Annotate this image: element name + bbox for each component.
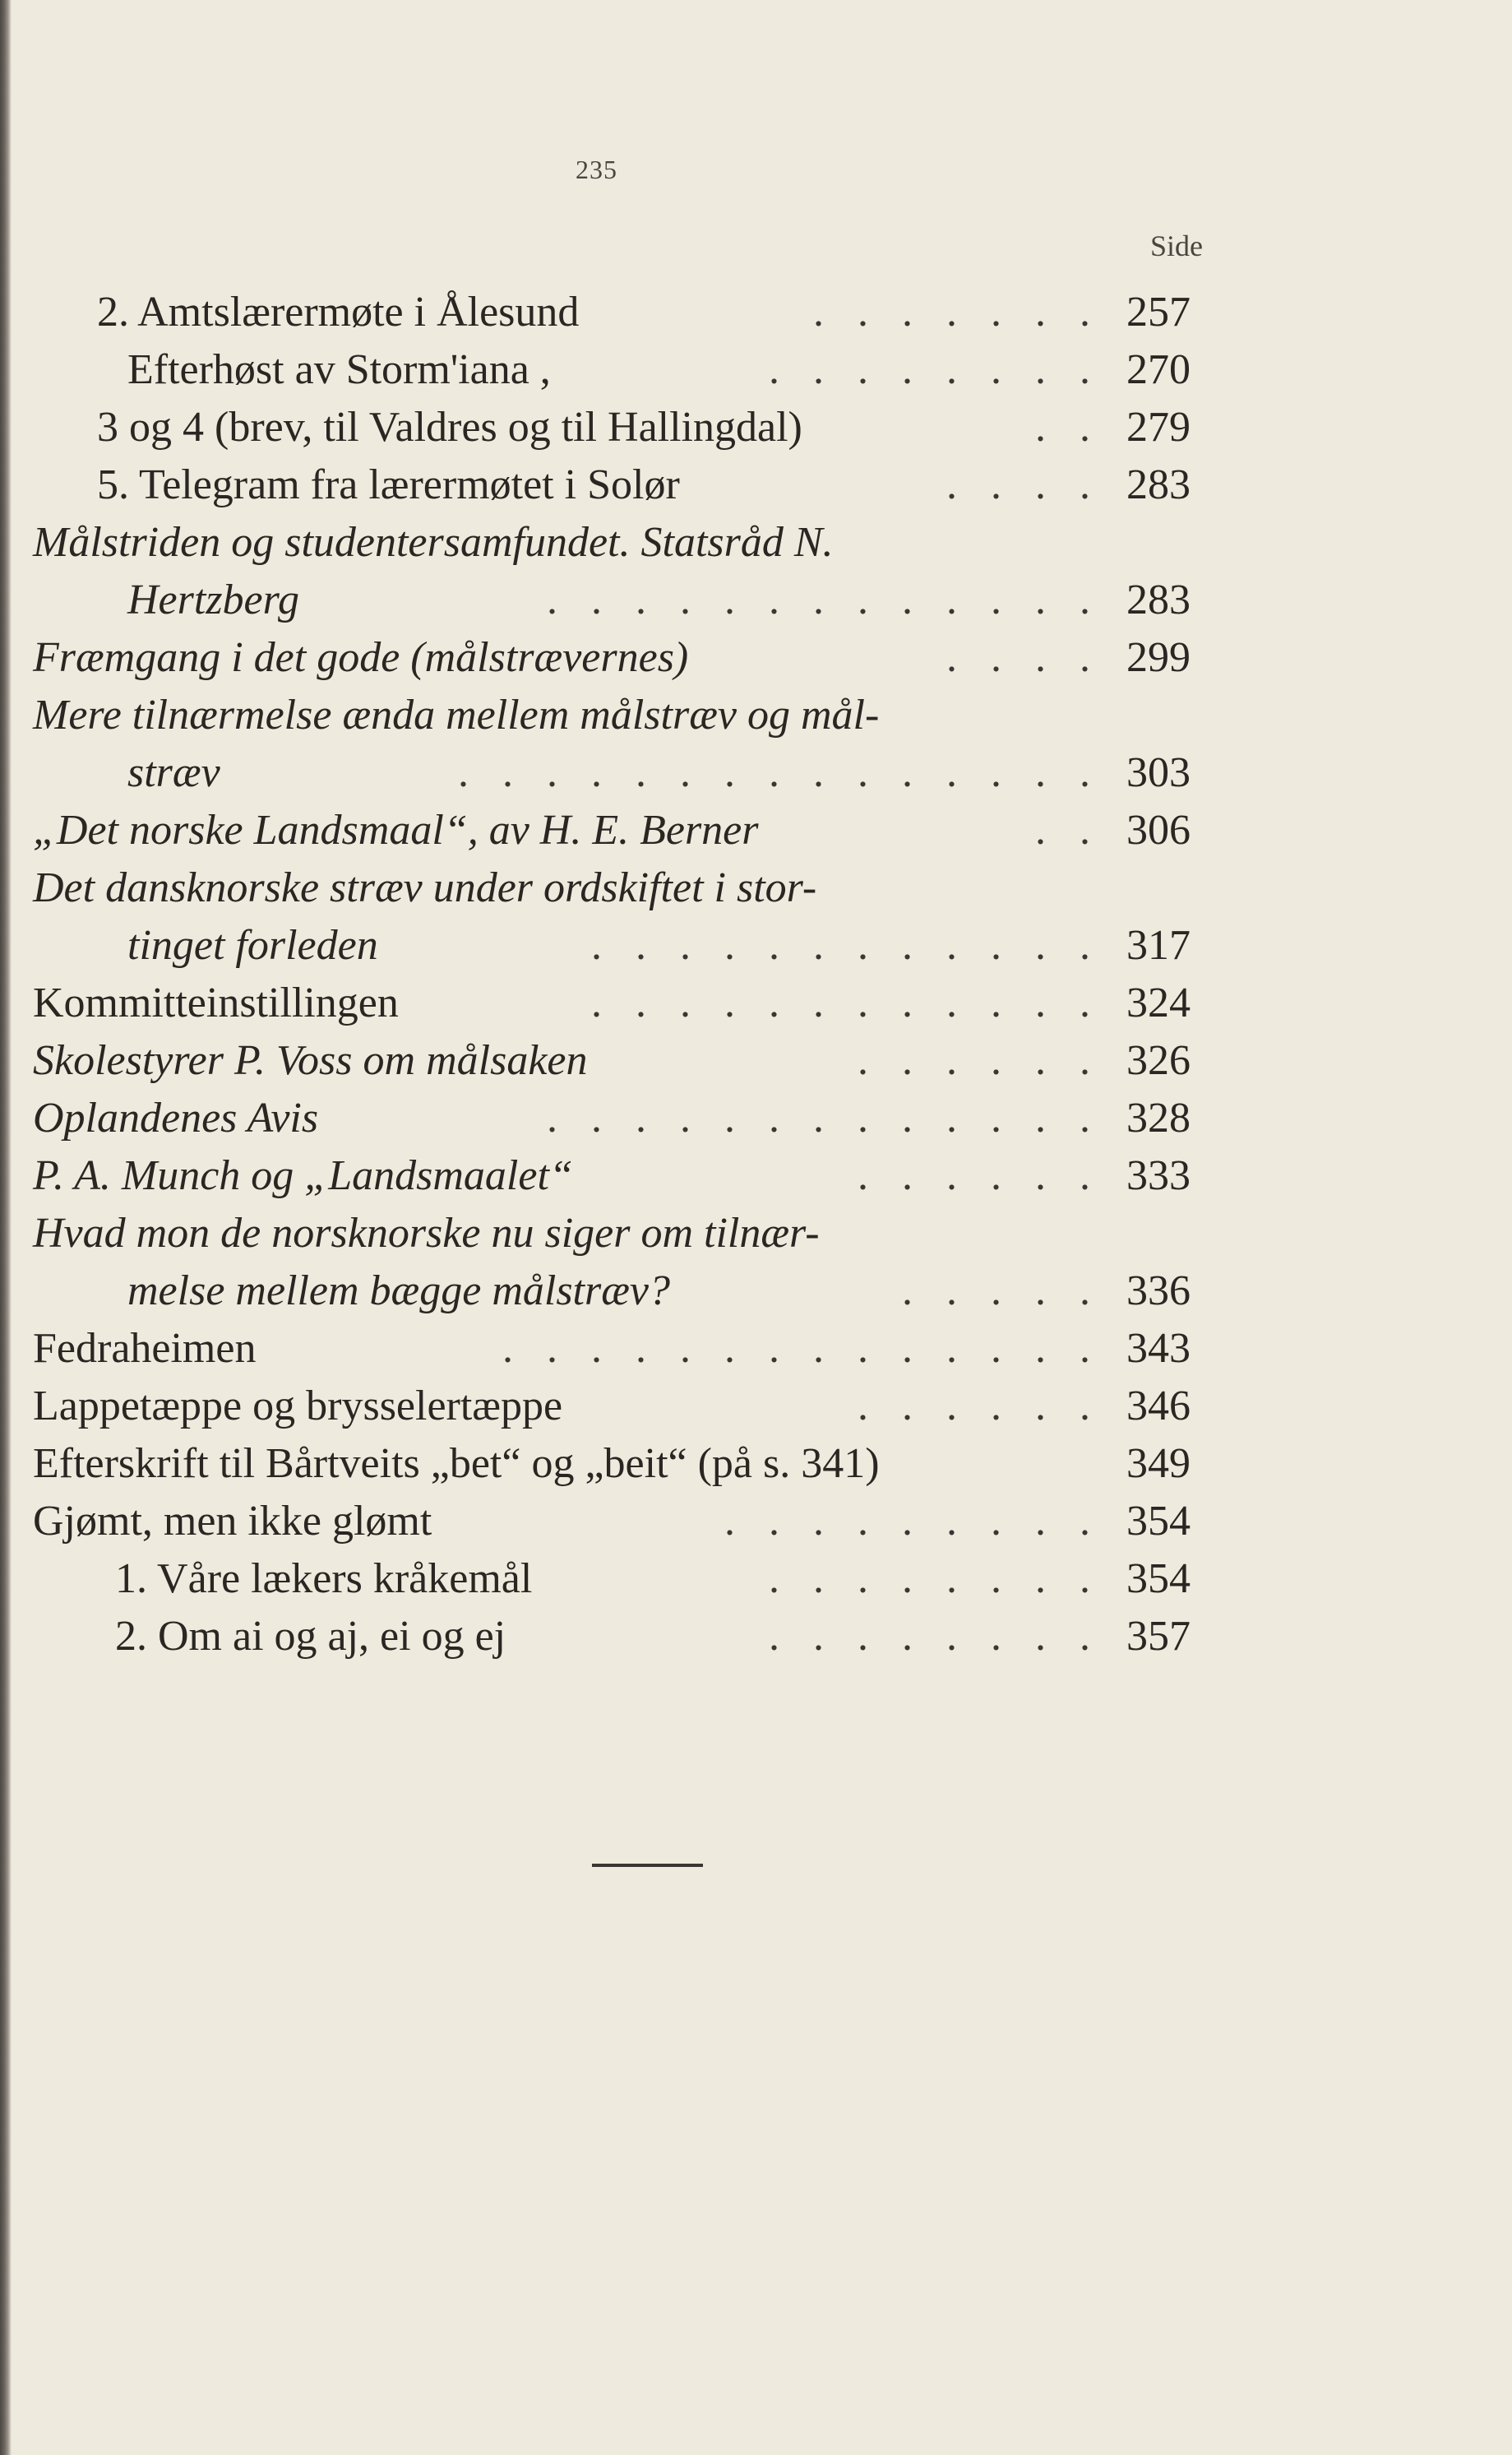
toc-entry-title: P. A. Munch og „Landsmaalet“	[33, 1152, 573, 1199]
toc-entry-page: 333	[1126, 1152, 1191, 1199]
toc-entry	[33, 399, 1225, 456]
toc-entry-title: Fræmgang i det gode (målstrævernes)	[33, 634, 689, 681]
toc-entry-leaders: . . . . . . . .	[769, 1555, 1102, 1602]
toc-entry	[33, 859, 1225, 917]
toc-entry	[33, 744, 1225, 802]
toc-entry-page: 283	[1126, 577, 1191, 623]
toc-entry-page: 299	[1126, 634, 1191, 681]
toc-entry	[33, 572, 1225, 629]
toc-entry-leaders: . . . . .	[902, 1267, 1102, 1314]
toc-entry-title: 2. Amtslærermøte i Ålesund	[97, 289, 580, 336]
toc-entry-title: tinget forleden	[127, 922, 378, 969]
toc-entry-leaders: . . . . . . . .	[769, 1613, 1102, 1660]
toc-entry-title: 5. Telegram fra lærermøtet i Solør	[97, 461, 680, 508]
toc-entry	[33, 1608, 1225, 1665]
toc-entry-leaders: . . . . . . . . . . . . .	[547, 577, 1102, 623]
toc-entry-page: 270	[1126, 346, 1191, 393]
toc-entry-leaders: . . . . . . . . . . . . . . .	[458, 749, 1102, 796]
toc-entry-leaders: . . . . . . . . . . . .	[591, 980, 1102, 1026]
toc-entry-page: 346	[1126, 1383, 1191, 1429]
toc-entry-page: 336	[1126, 1267, 1191, 1314]
toc-entry-page: 283	[1126, 461, 1191, 508]
toc-entry-leaders: . . . . . .	[858, 1152, 1102, 1199]
toc-entry-page: 357	[1126, 1613, 1191, 1660]
toc-entry-title: 2. Om ai og aj, ei og ej	[115, 1613, 506, 1660]
toc-entry-leaders: . . . . . . . . . . . . . .	[502, 1325, 1102, 1372]
toc-entry	[33, 1550, 1225, 1608]
toc-entry-title: 1. Våre lækers kråkemål	[115, 1555, 533, 1602]
table-of-contents	[33, 284, 1225, 1665]
toc-entry-page: 349	[1126, 1440, 1191, 1487]
toc-entry	[33, 917, 1225, 975]
toc-entry-page: 343	[1126, 1325, 1191, 1372]
toc-entry-leaders: . . . . . . . . . . . . .	[547, 1095, 1102, 1142]
toc-entry	[33, 1262, 1225, 1320]
section-divider-rule	[592, 1864, 703, 1867]
toc-entry-leaders: . . . . . . . . . . . .	[591, 922, 1102, 969]
toc-entry-title: Fedraheimen	[33, 1325, 257, 1372]
toc-entry	[33, 1205, 1225, 1262]
toc-entry-leaders: . . . . . .	[858, 1383, 1102, 1429]
page-column-label: Side	[1149, 229, 1203, 262]
toc-entry-page: 279	[1126, 404, 1191, 451]
toc-entry	[33, 975, 1225, 1032]
toc-entry-page: 328	[1126, 1095, 1191, 1142]
toc-entry-page: 317	[1126, 922, 1191, 969]
toc-entry	[33, 1493, 1225, 1550]
toc-entry-leaders: . . . .	[946, 461, 1102, 508]
page-binding-edge	[0, 0, 12, 2455]
toc-entry-page: 303	[1126, 749, 1191, 796]
toc-entry	[33, 1378, 1225, 1435]
toc-entry-title: Kommitteinstillingen	[33, 980, 399, 1026]
toc-entry-page: 257	[1126, 289, 1191, 336]
toc-entry-title: Oplandenes Avis	[33, 1095, 319, 1142]
toc-entry-title: 3 og 4 (brev, til Valdres og til Hallingdal)	[97, 404, 802, 451]
toc-entry	[33, 687, 1225, 744]
toc-entry-page: 354	[1126, 1555, 1191, 1602]
toc-entry-page: 324	[1126, 980, 1191, 1026]
toc-entry	[33, 284, 1225, 341]
toc-entry-page: 306	[1126, 807, 1191, 854]
toc-entry-leaders: . . . .	[946, 634, 1102, 681]
toc-entry-title: Skolestyrer P. Voss om målsaken	[33, 1037, 588, 1084]
toc-entry-leaders: . . . . . .	[858, 1037, 1102, 1084]
toc-entry	[33, 1147, 1225, 1205]
toc-entry	[33, 1090, 1225, 1147]
page-number: 235	[576, 155, 617, 184]
toc-entry	[33, 802, 1225, 859]
toc-entry-title: Målstriden og studentersamfundet. Statsråd N.	[33, 519, 834, 566]
toc-entry-title: melse mellem bægge målstræv?	[127, 1267, 671, 1314]
toc-entry	[33, 514, 1225, 572]
toc-entry-leaders: . . . . . . .	[813, 289, 1102, 336]
toc-entry-leaders: . .	[1035, 404, 1102, 451]
toc-entry	[33, 1032, 1225, 1090]
toc-entry	[33, 1435, 1225, 1493]
toc-entry-title: Gjømt, men ikke glømt	[33, 1498, 432, 1545]
toc-entry-page: 326	[1126, 1037, 1191, 1084]
toc-entry-title: Efterhøst av Storm'iana ,	[127, 346, 551, 393]
toc-entry-leaders: . .	[1035, 807, 1102, 854]
toc-entry-title: Lappetæppe og brysselertæppe	[33, 1383, 563, 1429]
toc-entry	[33, 456, 1225, 514]
toc-entry-title: Hertzberg	[127, 577, 299, 623]
toc-entry-title: Mere tilnærmelse ænda mellem målstræv og mål-	[33, 692, 880, 739]
toc-entry	[33, 629, 1225, 687]
toc-entry-title: stræv	[127, 749, 220, 796]
toc-entry-title: „Det norske Landsmaal“, av H. E. Berner	[33, 807, 759, 854]
toc-entry-leaders: . . . . . . . . .	[724, 1498, 1102, 1545]
toc-entry-page: 354	[1126, 1498, 1191, 1545]
toc-entry	[33, 341, 1225, 399]
toc-entry	[33, 1320, 1225, 1378]
toc-entry-title: Det dansknorske stræv under ordskiftet i stor-	[33, 864, 817, 911]
toc-entry-title: Efterskrift til Bårtveits „bet“ og „beit“ (på s. 341)	[33, 1440, 880, 1487]
toc-entry-leaders: . . . . . . . .	[769, 346, 1102, 393]
toc-entry-title: Hvad mon de norsknorske nu siger om tilnær-	[33, 1210, 820, 1257]
